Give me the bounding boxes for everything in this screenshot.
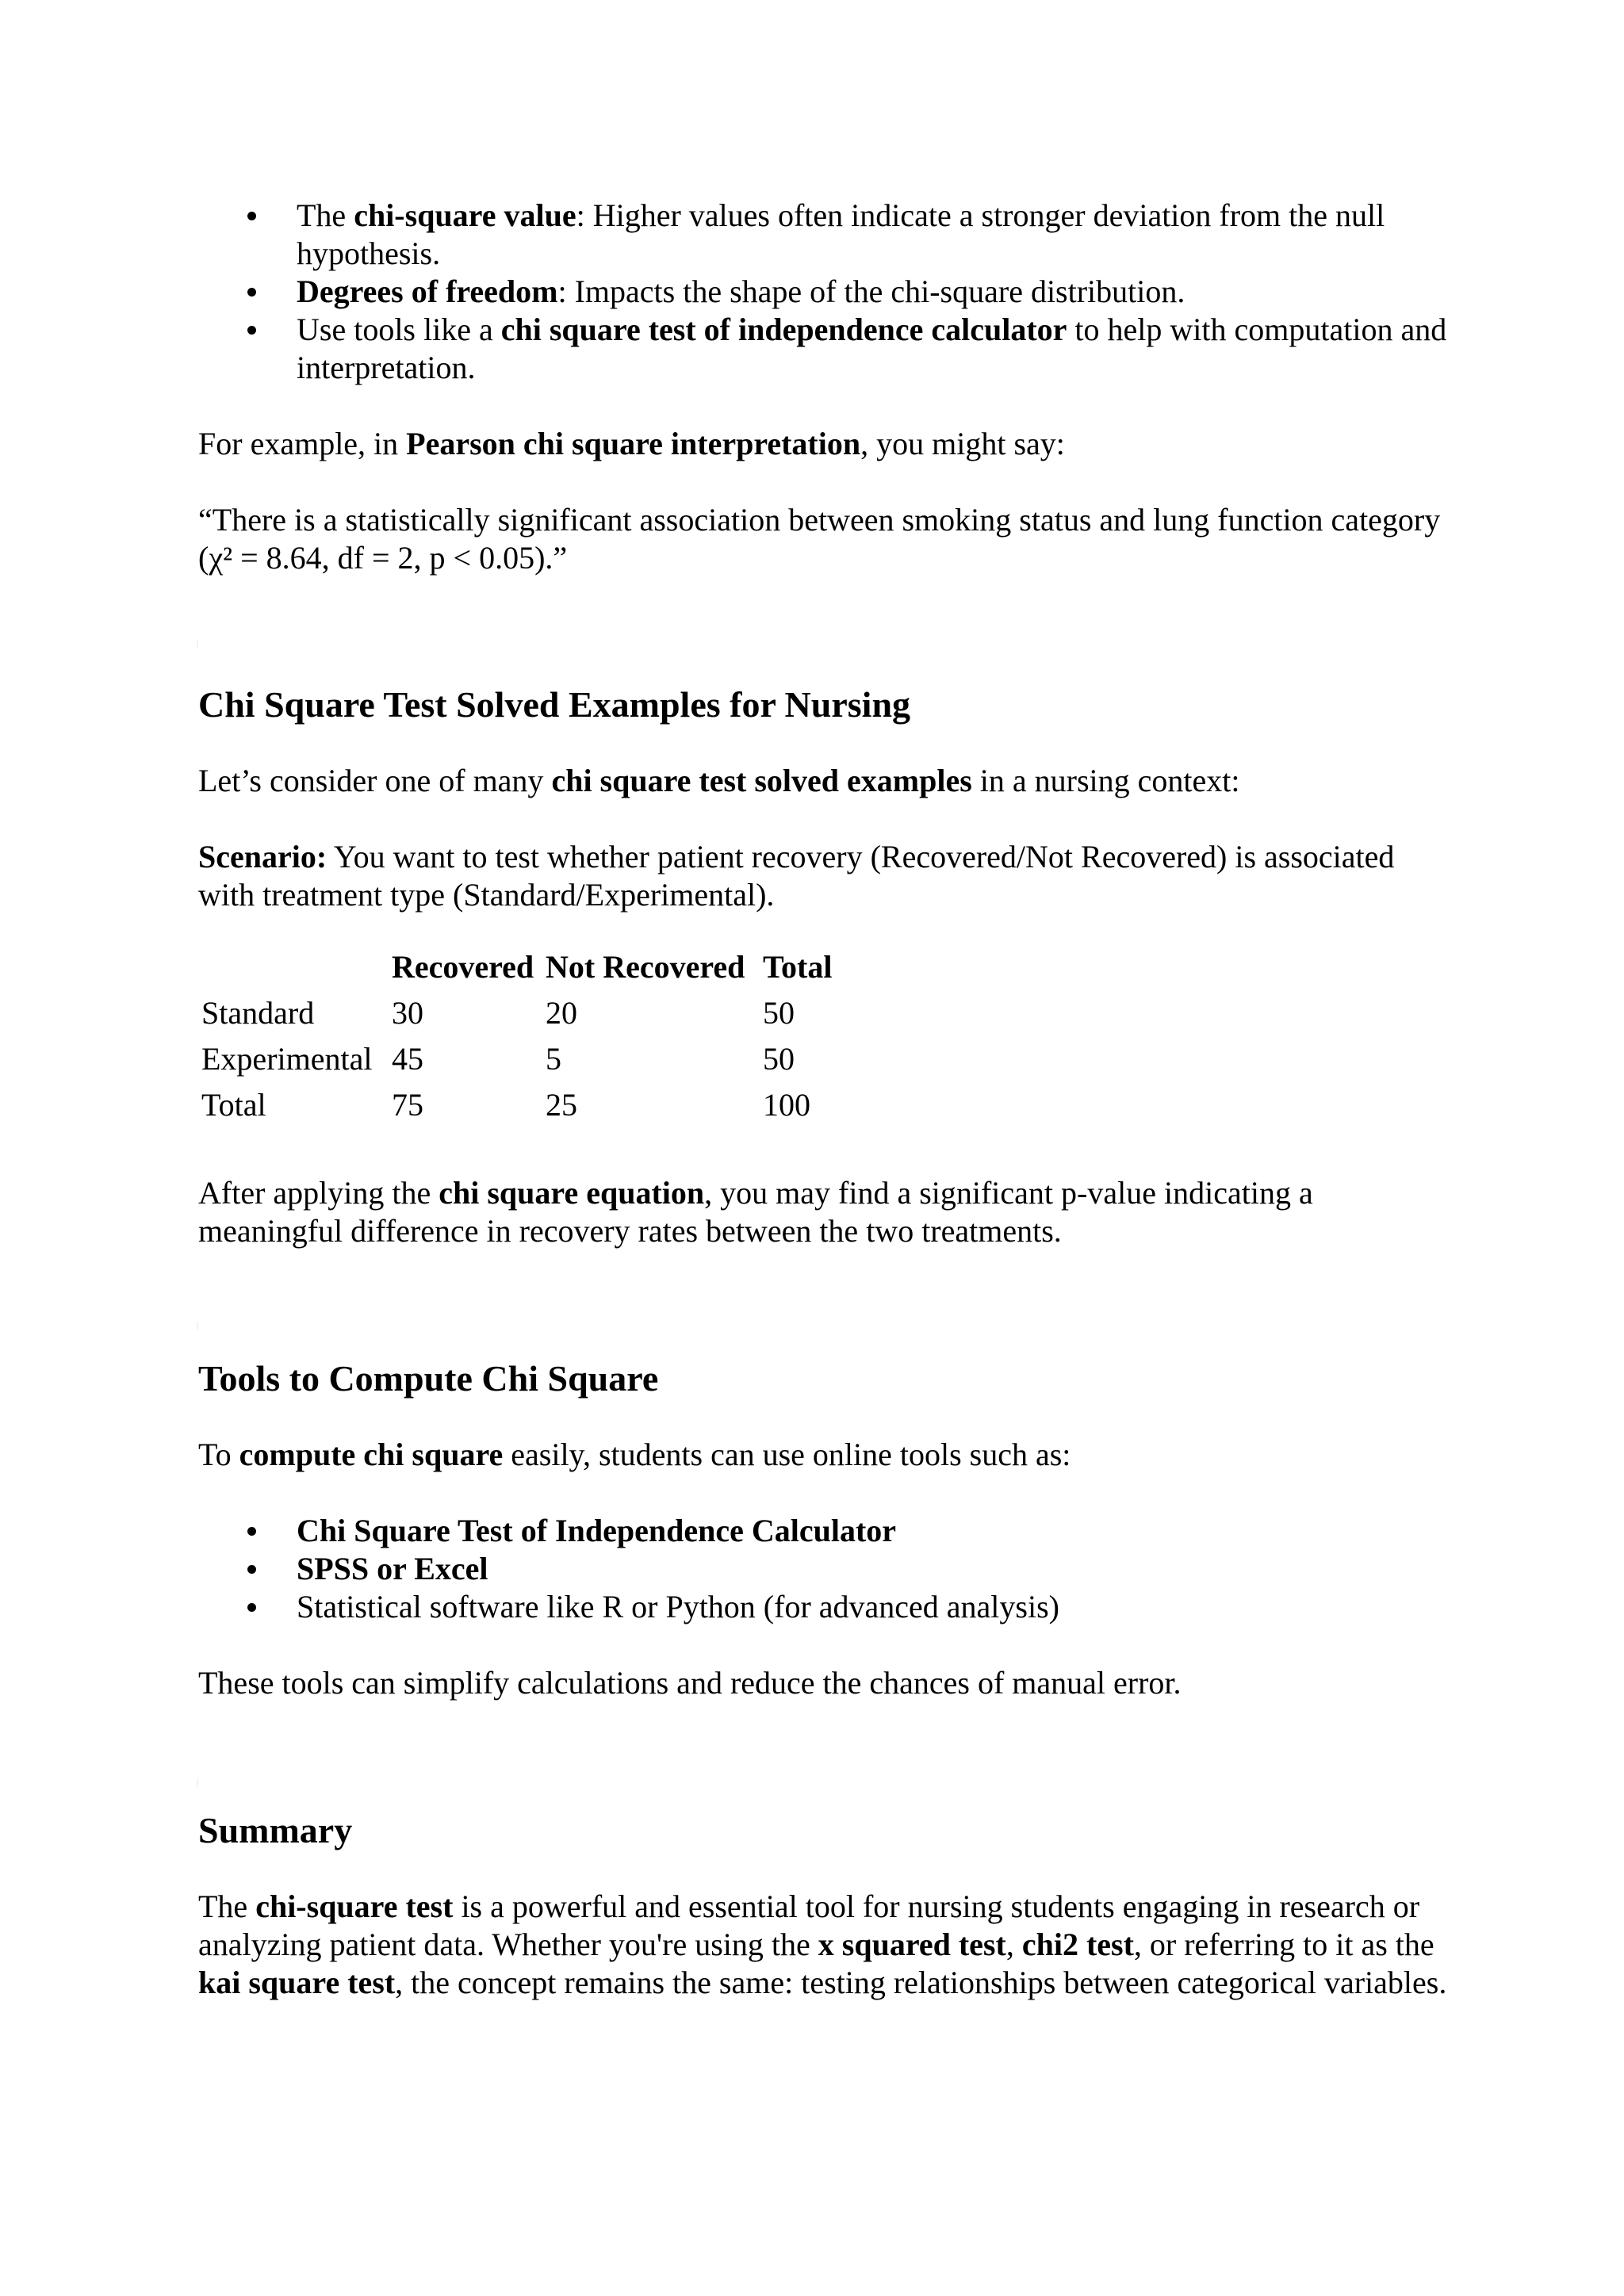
list-item: The chi-square value: Higher values often indicate a stronger deviation from the null hypothesis.	[198, 197, 1451, 273]
tools-closing-paragraph: These tools can simplify calculations and reduce the chances of manual error.	[198, 1665, 1182, 1701]
example-quote: “There is a statistically significant association between smoking status and lung function category (χ² = 8.64, df = 2, p < 0.05).”	[198, 502, 1441, 576]
table-header-cell: Total	[763, 949, 833, 985]
list-item: Use tools like a chi square test of independence calculator to help with computation and interpretation.	[198, 311, 1451, 387]
bullet-icon	[247, 1603, 256, 1612]
tools-bullet-list	[198, 1512, 1451, 1626]
bullet-icon	[247, 212, 256, 220]
table-cell: 50	[763, 1041, 795, 1077]
summary-paragraph: The chi-square test is a powerful and essential tool for nursing students engaging in research or analyzing patient data. Whether you're using the x squared test, chi2 test, or referring to it as the kai square test, the concept remains the same: testing relationships between categorical variables.	[198, 1888, 1447, 2000]
example-paragraph: For example, in Pearson chi square interpretation, you might say:	[198, 426, 1065, 461]
table-cell: 30	[392, 995, 423, 1031]
table-cell: Standard	[201, 995, 315, 1031]
bullet-icon	[247, 288, 256, 297]
table-cell: Experimental	[201, 1041, 373, 1077]
table-cell: 75	[392, 1087, 423, 1123]
table-cell: 5	[546, 1041, 561, 1077]
bullet-icon	[247, 1527, 256, 1536]
faint-separator-mark	[197, 1779, 198, 1787]
table-header-cell: Not Recovered	[546, 949, 745, 985]
table-cell: 20	[546, 995, 577, 1031]
table-cell: Total	[201, 1087, 266, 1123]
list-item: Degrees of freedom: Impacts the shape of the chi-square distribution.	[198, 273, 1451, 311]
faint-separator-mark	[197, 641, 198, 649]
table-cell: 25	[546, 1087, 577, 1123]
table-header-cell	[201, 944, 392, 990]
table-cell: 50	[763, 995, 795, 1031]
after-table-paragraph: After applying the chi square equation, you may find a significant p-value indicating a meaningful difference in recovery rates between the two treatments.	[198, 1175, 1313, 1249]
bullet-icon	[247, 326, 256, 335]
bullet-icon	[247, 1565, 256, 1574]
table-cell: 45	[392, 1041, 423, 1077]
table-cell: 100	[763, 1087, 810, 1123]
section-heading-examples: Chi Square Test Solved Examples for Nursing	[198, 684, 911, 725]
list-item: Chi Square Test of Independence Calculator	[198, 1512, 1451, 1550]
table-row	[201, 1082, 858, 1128]
document-content	[198, 197, 1451, 2002]
contingency-table	[201, 944, 858, 1128]
section-heading-tools: Tools to Compute Chi Square	[198, 1358, 659, 1399]
examples-intro-paragraph: Let’s consider one of many chi square test solved examples in a nursing context:	[198, 763, 1240, 798]
table-header-cell: Recovered	[392, 949, 534, 985]
interpretation-bullet-list	[198, 197, 1451, 387]
table-row	[201, 990, 858, 1036]
list-item: Statistical software like R or Python (for advanced analysis)	[198, 1588, 1451, 1626]
table-row	[201, 1036, 858, 1082]
table-header-row	[201, 944, 858, 990]
list-item: SPSS or Excel	[198, 1550, 1451, 1588]
scenario-paragraph: Scenario: You want to test whether patient recovery (Recovered/Not Recovered) is associated with treatment type (Standard/Experimental).	[198, 839, 1395, 913]
section-heading-summary: Summary	[198, 1810, 353, 1850]
tools-intro-paragraph: To compute chi square easily, students can use online tools such as:	[198, 1437, 1071, 1472]
faint-separator-mark	[197, 1322, 198, 1330]
